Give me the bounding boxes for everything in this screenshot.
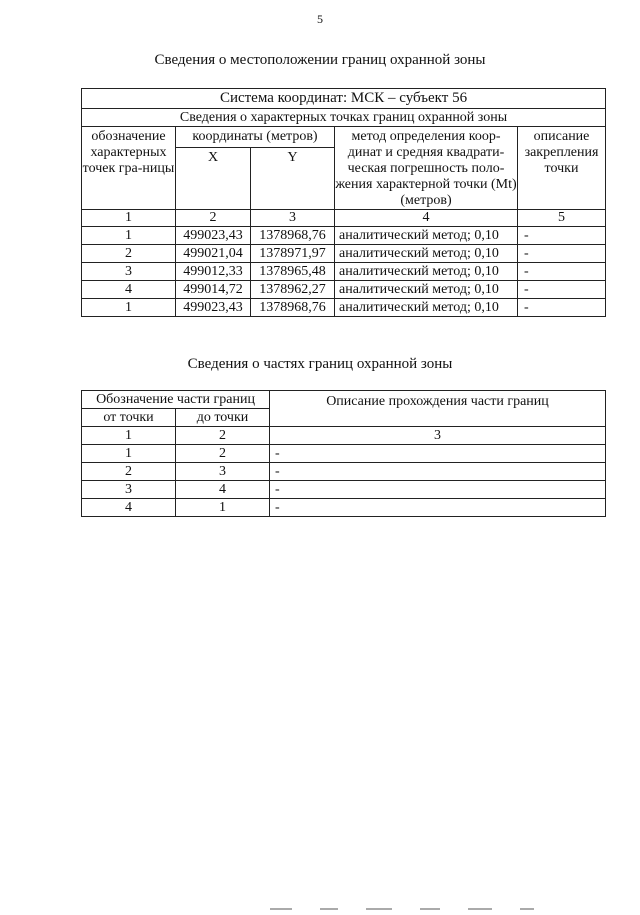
- table-row: [82, 463, 606, 481]
- column-number: 2: [176, 210, 251, 227]
- table-row: [82, 499, 606, 517]
- y-cell: 1378968,76: [251, 299, 335, 317]
- table-row: [82, 263, 606, 281]
- to-point-cell: 1: [176, 499, 270, 517]
- from-point-cell: 2: [82, 463, 176, 481]
- boundary-parts-table: [81, 390, 606, 517]
- point-cell: 4: [82, 281, 176, 299]
- table-row: [82, 481, 606, 499]
- header-part-designation: Обозначение части границ: [82, 391, 270, 409]
- boundary-points-table: [81, 88, 606, 317]
- header-coordinates: координаты (метров): [176, 127, 335, 148]
- table-subtitle-cell: Сведения о характерных точках границ охранной зоны: [82, 109, 606, 127]
- column-number: 2: [176, 427, 270, 445]
- column-number: 3: [251, 210, 335, 227]
- method-cell: аналитический метод; 0,10: [335, 299, 518, 317]
- method-cell: аналитический метод; 0,10: [335, 281, 518, 299]
- to-point-cell: 4: [176, 481, 270, 499]
- column-number: 1: [82, 210, 176, 227]
- method-cell: аналитический метод; 0,10: [335, 227, 518, 245]
- header-from-point: от точки: [82, 409, 176, 427]
- point-cell: 3: [82, 263, 176, 281]
- header-fixing-description: описание закрепления точки: [518, 127, 606, 210]
- method-cell: аналитический метод; 0,10: [335, 263, 518, 281]
- column-number: 1: [82, 427, 176, 445]
- table-row: [82, 281, 606, 299]
- description-cell: -: [518, 227, 606, 245]
- coordinate-system-cell: Система координат: МСК – субъект 56: [82, 89, 606, 109]
- from-point-cell: 4: [82, 499, 176, 517]
- section-title-boundary-parts: Сведения о частях границ охранной зоны: [187, 356, 453, 372]
- table-row: [82, 445, 606, 463]
- header-y: Y: [251, 148, 335, 210]
- x-cell: 499023,43: [176, 227, 251, 245]
- from-point-cell: 1: [82, 445, 176, 463]
- part-description-cell: -: [270, 445, 606, 463]
- column-number: 4: [335, 210, 518, 227]
- column-number: 3: [270, 427, 606, 445]
- to-point-cell: 3: [176, 463, 270, 481]
- description-cell: -: [518, 281, 606, 299]
- from-point-cell: 3: [82, 481, 176, 499]
- part-description-cell: -: [270, 499, 606, 517]
- y-cell: 1378965,48: [251, 263, 335, 281]
- point-cell: 2: [82, 245, 176, 263]
- header-to-point: до точки: [176, 409, 270, 427]
- page-number: 5: [317, 12, 323, 26]
- point-cell: 1: [82, 227, 176, 245]
- header-x: X: [176, 148, 251, 210]
- description-cell: -: [518, 299, 606, 317]
- section-title-boundaries: Сведения о местоположении границ охранной зоны: [154, 52, 486, 68]
- table-row: [82, 299, 606, 317]
- description-cell: -: [518, 245, 606, 263]
- header-part-description: Описание прохождения части границ: [270, 391, 606, 427]
- table-row: [82, 245, 606, 263]
- description-cell: -: [518, 263, 606, 281]
- y-cell: 1378968,76: [251, 227, 335, 245]
- point-cell: 1: [82, 299, 176, 317]
- x-cell: 499012,33: [176, 263, 251, 281]
- column-number: 5: [518, 210, 606, 227]
- part-description-cell: -: [270, 463, 606, 481]
- method-cell: аналитический метод; 0,10: [335, 245, 518, 263]
- scan-artifact-marks: [270, 897, 610, 899]
- y-cell: 1378971,97: [251, 245, 335, 263]
- x-cell: 499021,04: [176, 245, 251, 263]
- header-point-designation: обозначение характерных точек гра-ницы: [82, 127, 176, 210]
- header-method: метод определения коор-динат и средняя квадрати-ческая погрешность поло-жения характерной точки (Mt) (метров): [335, 127, 518, 210]
- x-cell: 499014,72: [176, 281, 251, 299]
- x-cell: 499023,43: [176, 299, 251, 317]
- y-cell: 1378962,27: [251, 281, 335, 299]
- to-point-cell: 2: [176, 445, 270, 463]
- part-description-cell: -: [270, 481, 606, 499]
- table-row: [82, 227, 606, 245]
